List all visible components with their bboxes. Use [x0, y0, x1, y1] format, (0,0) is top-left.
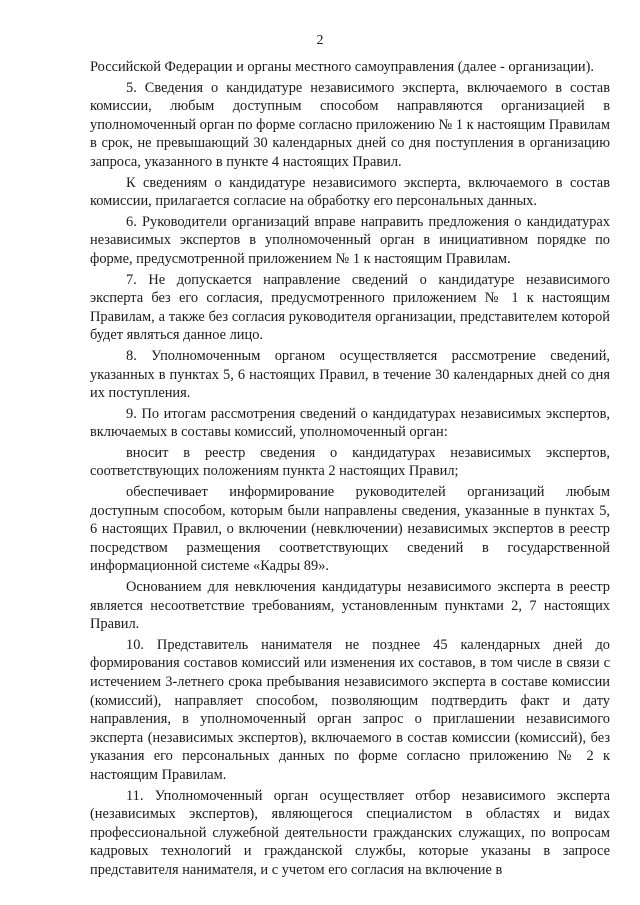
page-number: 2 — [316, 33, 324, 48]
paragraph-item-8: 8. Уполномоченным органом осуществляется рассмотрение сведений, указанных в пунктах 5, 6 настоящих Правил, в течение 30 календарных дней со дня их поступления. — [90, 347, 610, 402]
paragraph-item-9-registry: вносит в реестр сведения о кандидатурах независимых экспертов, соответствующих положениям пункта 2 настоящих Правил; — [90, 444, 610, 480]
paragraph-item-9-inform: обеспечивает информирование руководителей организаций любым доступным способом, которым были направлены сведения, указанные в пунктах 5, 6 настоящих Правил, о включении (невключении) независимых экспертов в реестр посредством размещения соответствующих сведений в государственной информационной системе «Кадры 89». — [90, 484, 610, 575]
paragraph-item-6: 6. Руководители организаций вправе направить предложения о кандидатурах независимых экспертов в уполномоченный орган в инициативном порядке по форме, предусмотренной приложением № 1 к настоящим Правилам. — [90, 213, 610, 267]
paragraph-item-7: 7. Не допускается направление сведений о кандидатуре независимого эксперта без его согласия, предусмотренного приложением № 1 к настоящим Правилам, а также без согласия руководителя организации, представителем которой будет являться данное лицо. — [90, 271, 610, 344]
document-body — [90, 58, 610, 882]
paragraph-item-11: 11. Уполномоченный орган осуществляет отбор независимого эксперта (независимых экспертов), являющегося специалистом в областях и видах профессиональной служебной деятельности гражданских служащих, по вопросам кадровых технологий и гражданской службы, которые указаны в запросе представителя нанимателя, и с учетом его согласия на включение в — [90, 787, 610, 878]
paragraph-continuation: Российской Федерации и органы местного самоуправления (далее - организации). — [90, 59, 594, 75]
paragraph-item-9: 9. По итогам рассмотрения сведений о кандидатурах независимых экспертов, включаемых в составы комиссий, уполномоченный орган: — [90, 405, 610, 441]
paragraph-item-9-grounds: Основанием для невключения кандидатуры независимого эксперта в реестр является несоответствие требованиям, установленным пунктами 2, 7 настоящих Правил. — [90, 579, 610, 633]
paragraph-item-10: 10. Представитель нанимателя не позднее 45 календарных дней до формирования составов комиссий или изменения их составов, в том числе в связи с истечением 3-летнего срока пребывания независимого эксперта в составе комиссии (комиссий), направляет способом, позволяющим подтвердить факт и дату направления, в уполномоченный орган запрос о приглашении независимого эксперта (независимых экспертов), включаемого в состав комиссии (комиссий), без указания его персональных данных по форме согласно приложению № 2 к настоящим Правилам. — [90, 636, 610, 783]
paragraph-item-5: 5. Сведения о кандидатуре независимого эксперта, включаемого в состав комиссии, любым доступным способом направляются организацией в уполномоченный орган по форме согласно приложению № 1 к настоящим Правилам в срок, не превышающий 30 календарных дней со дня поступления в организацию запроса, указанного в пункте 4 настоящих Правил. — [90, 79, 610, 170]
paragraph-item-5-consent: К сведениям о кандидатуре независимого эксперта, включаемого в состав комиссии, прилагается согласие на обработку его персональных данных. — [90, 174, 610, 210]
